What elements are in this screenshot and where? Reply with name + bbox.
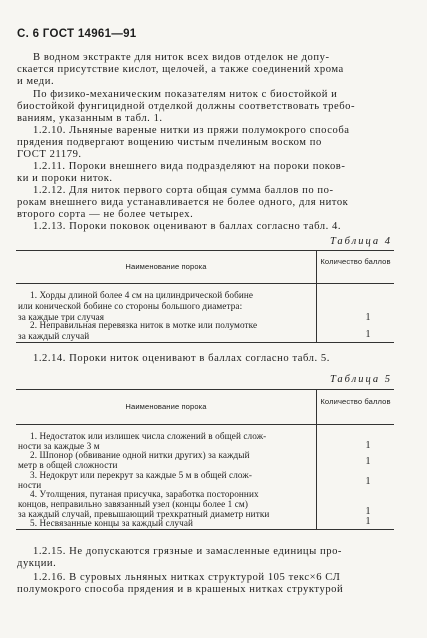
text-line: По физико-механическим показателям ниток с биостойкой и — [33, 89, 338, 100]
text-line: скается присутствие кислот, щелочей, а также соединений хрома — [17, 64, 344, 76]
text-line: ГОСТ 21179. — [17, 149, 82, 161]
table-header-defect: Наименование порока — [125, 402, 207, 411]
table-cell-text: 4. Утолщения, путаная присучка, заработка посторонних — [30, 489, 259, 499]
table-rule — [16, 424, 394, 425]
table-column-divider — [316, 389, 317, 529]
table-cell-score: 1 — [365, 516, 371, 527]
table-cell-text: 2. Шпонор (обвивание одной нитки других) за каждый — [30, 450, 250, 460]
table-cell-score: 1 — [365, 506, 371, 517]
text-line: ки и пороки ниток. — [17, 173, 113, 185]
text-line: прядения подвергают вощению чистым пчелиным воском по — [17, 137, 322, 149]
paragraph-1-2-14 — [17, 353, 393, 365]
table-cell-text: метр в общей сложности — [18, 460, 118, 470]
text-line: полумокрого способа прядения и в крашеных нитках структурой — [17, 584, 344, 596]
page-header: С. 6 ГОСТ 14961—91 — [17, 28, 137, 40]
table-header-score: Количество баллов — [320, 257, 391, 266]
table-5 — [16, 389, 394, 529]
table-cell-score: 1 — [365, 329, 371, 340]
paragraph-1-2-13 — [17, 221, 393, 233]
table-cell-score: 1 — [365, 456, 371, 467]
table-cell-text: 3. Недокрут или перекрут за каждые 5 м в общей слож- — [30, 470, 252, 480]
table-cell-text: за каждый случай, превышающий трехкратный диаметр нитки — [18, 509, 270, 519]
text-line: 1.2.11. Пороки внешнего вида подразделяют на пороки поков- — [33, 161, 346, 172]
table-header-defect: Наименование порока — [125, 262, 207, 271]
table-cell-text: ности за каждые 3 м — [18, 441, 100, 451]
paragraph-1-2-12 — [17, 185, 393, 222]
text-line: рокам внешнего вида устанавливается не более одного, для ниток — [17, 197, 349, 209]
text-line: 1.2.13. Пороки поковок оценивают в баллах согласно табл. 4. — [33, 221, 342, 232]
table-rule — [16, 529, 394, 530]
table-header-score: Количество баллов — [320, 397, 391, 406]
text-line: ваниям, указанным в табл. 1. — [17, 113, 163, 125]
table-cell-score: 1 — [365, 312, 371, 323]
text-line: 1.2.12. Для ниток первого сорта общая сумма баллов по по- — [33, 185, 334, 196]
table-5-caption: Таблица 5 — [329, 374, 392, 385]
table-4-caption: Таблица 4 — [329, 236, 392, 247]
text-line: дукции. — [17, 558, 57, 570]
table-rule — [16, 283, 394, 284]
table-cell-text: 1. Недостаток или излишек числа сложений в общей слож- — [30, 431, 267, 441]
table-cell-score: 1 — [365, 440, 371, 451]
table-rule — [16, 389, 394, 390]
text-line: 1.2.16. В суровых льняных нитках структурой 105 текс×6 СЛ — [33, 572, 341, 583]
paragraph-1-2-15 — [17, 546, 393, 570]
table-cell-text: 2. Неправильная перевязка ниток в мотке или полумотке — [30, 320, 258, 330]
table-cell-text: 5. Несвязанные концы за каждый случай — [30, 518, 194, 528]
text-line: В водном экстракте для ниток всех видов отделок не допу- — [33, 52, 330, 63]
table-cell-text: за каждый случай — [18, 331, 90, 341]
text-line: 1.2.14. Пороки ниток оценивают в баллах согласно табл. 5. — [33, 353, 330, 364]
table-cell-score: 1 — [365, 476, 371, 487]
text-line: и меди. — [17, 76, 55, 88]
table-cell-text: ности — [18, 480, 42, 490]
paragraph-1-2-11 — [17, 161, 393, 185]
table-4 — [16, 250, 394, 342]
table-cell-text: концов, неправильно завязанный узел (концы более 1 см) — [18, 499, 249, 509]
table-rule — [16, 342, 394, 343]
text-line: биостойкой фунгицидной отделкой должны соответствовать требо- — [17, 101, 356, 113]
text-line: второго сорта — не более четырех. — [17, 209, 194, 221]
table-cell-text: или конической бобине со стороны большого диаметра: — [18, 301, 243, 311]
paragraph-1-2-10 — [17, 125, 393, 162]
table-rule — [16, 250, 394, 251]
paragraph-physmech — [17, 89, 393, 126]
paragraph-1-2-16 — [17, 572, 393, 596]
table-cell-text: 1. Хорды длиной более 4 см на цилиндрической бобине — [30, 290, 254, 300]
paragraph-extract — [17, 52, 393, 89]
text-line: 1.2.10. Льняные вареные нитки из пряжи полумокрого способа — [33, 125, 350, 136]
table-cell-text: за каждые три случая — [18, 312, 105, 322]
text-line: 1.2.15. Не допускаются грязные и замасленные единицы про- — [33, 546, 342, 557]
